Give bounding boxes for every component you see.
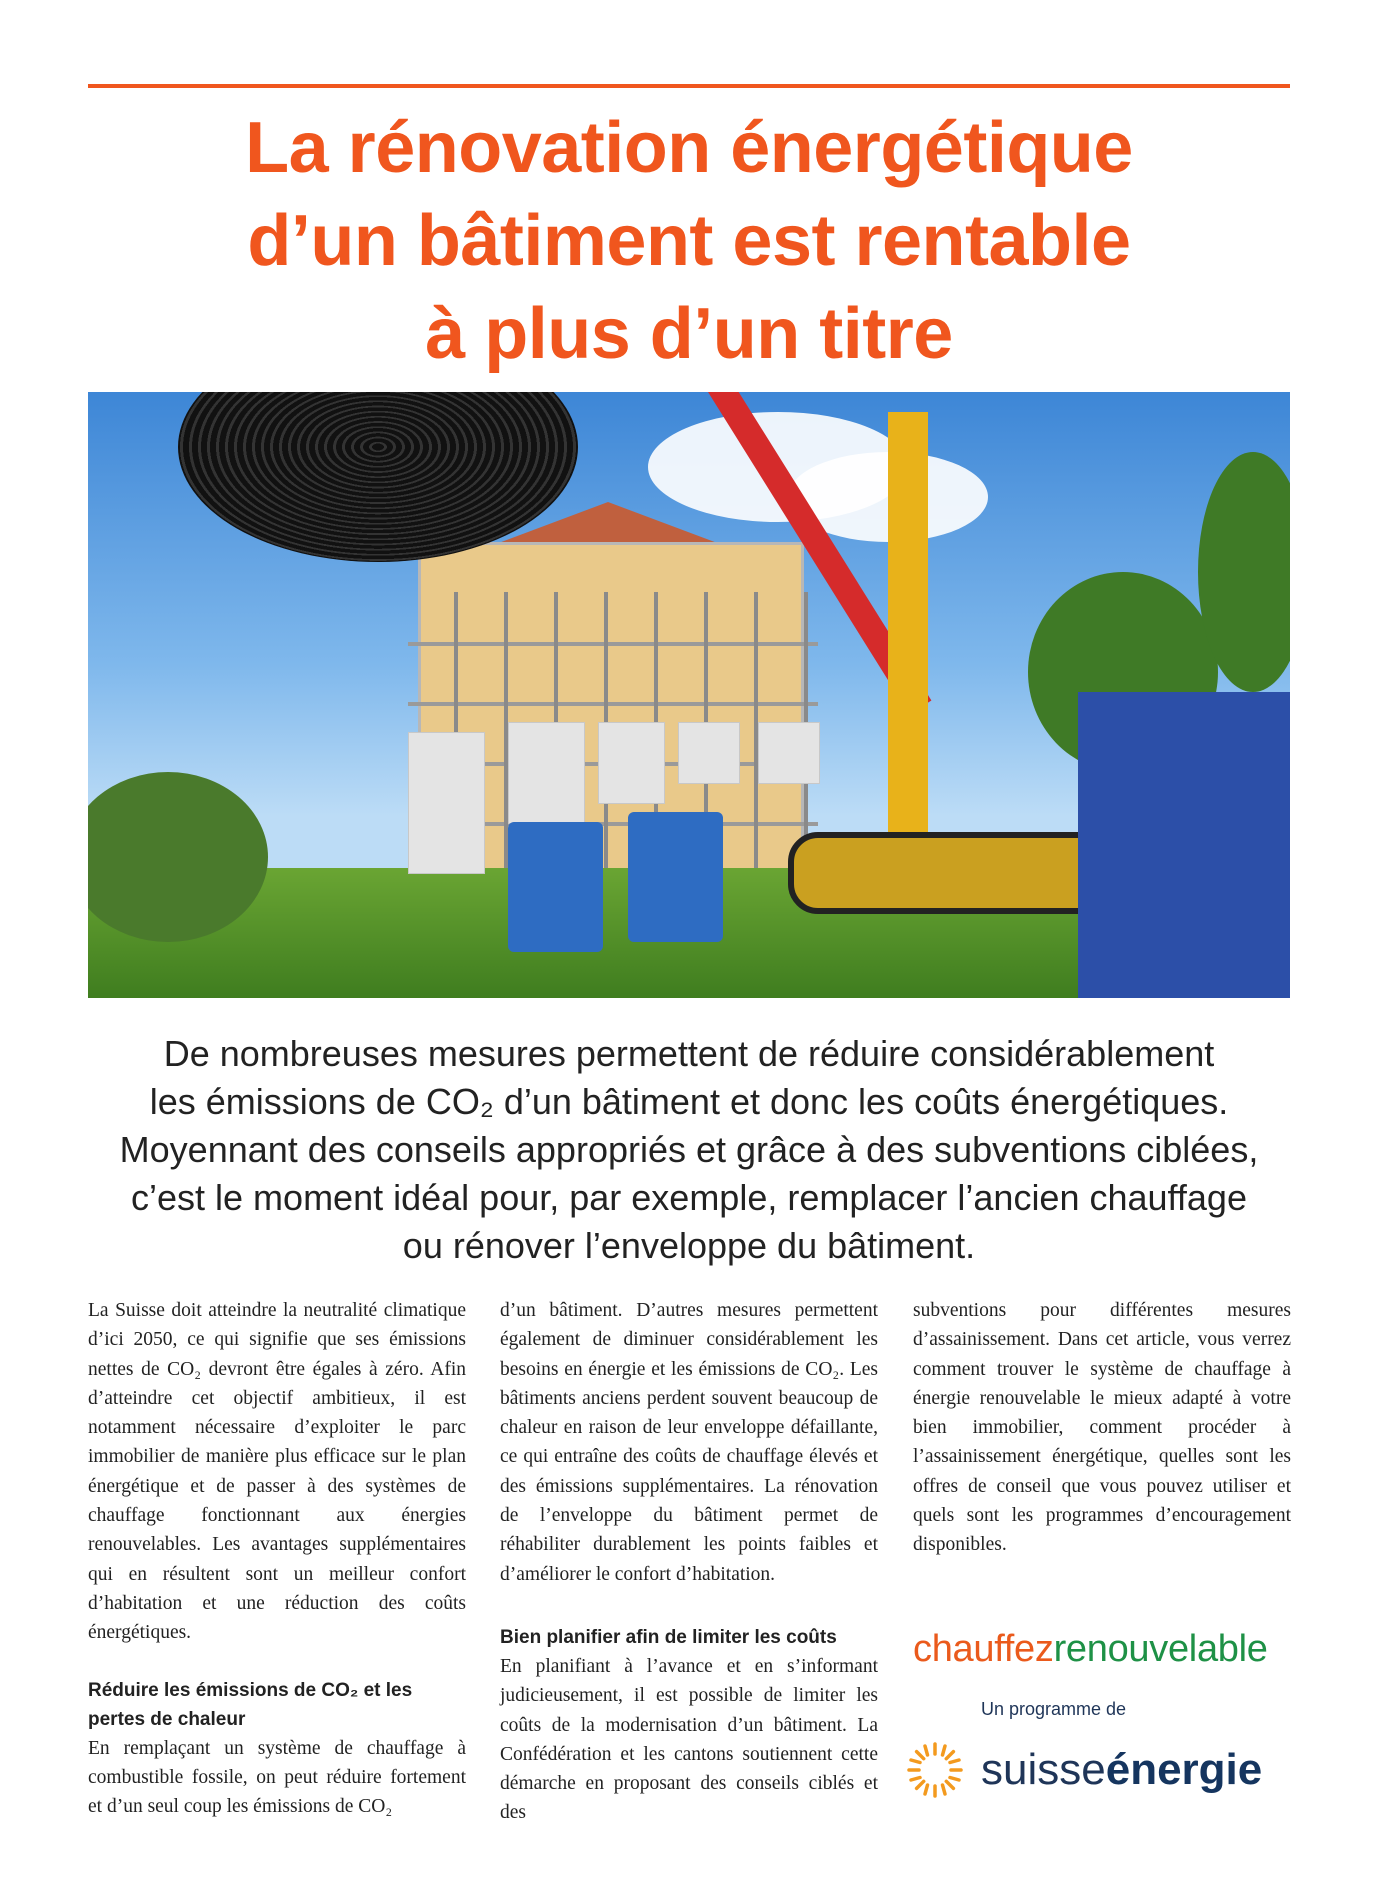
body-column-1 (88, 1296, 466, 1821)
lead-line: ou rénover l’enveloppe du bâtiment. (402, 1225, 976, 1266)
lead-line: les émissions de CO₂ d’un bâtiment et donc les coûts énergétiques. (149, 1081, 1229, 1122)
lead-line: Moyennant des conseils appropriés et grâce à des subventions ciblées, (119, 1129, 1259, 1170)
page-title (88, 102, 1290, 381)
body-paragraph: La Suisse doit atteindre la neutralité climatique d’ici 2050, ce qui signifie que ses émissions nettes de CO₂ devront être égales à zéro. Afin d’atteindre cet objectif ambitieux, il est notamment nécessaire d’exploiter le parc immobilier de manière plus efficace sur le plan énergétique et de passer à des systèmes de chauffage fonctionnant aux énergies renouvelables. Les avantages supplémentaires qui en résultent sont un meilleur confort d’habitation et une réduction des coûts énergétiques. (88, 1300, 466, 1644)
lead-line: c’est le moment idéal pour, par exemple, remplacer l’ancien chauffage (131, 1177, 1247, 1218)
body-column-2 (500, 1296, 878, 1828)
logo-part-renouvelable: renouvelable (1053, 1628, 1268, 1670)
body-column-3 (913, 1296, 1291, 1560)
body-paragraph: d’un bâtiment. D’autres mesures permettent également de diminuer considérablement les besoins en énergie et les émissions de CO₂. Les bâtiments anciens perdent souvent beaucoup de chaleur en raison de leur enveloppe défaillante, ce qui entraîne des coûts de chauffage élevés et des émissions supplémentaires. La rénovation de l’enveloppe du bâtiment permet de réhabiliter durablement les points faibles et d’améliorer le confort d’habitation. (500, 1300, 878, 1585)
section-heading: Réduire les émissions de CO₂ et les pertes de chaleur (88, 1679, 413, 1730)
body-paragraph: En remplaçant un système de chauffage à combustible fossile, on peut réduire fortement et d’un seul coup les émissions de CO₂ (88, 1737, 466, 1818)
chauffezrenouvelable-logo (913, 1628, 1268, 1671)
logo-part-suisse: suisse (981, 1745, 1106, 1794)
body-paragraph: subventions pour différentes mesures d’assainissement. Dans cet article, vous verrez comment trouver le système de chauffage à énergie renouvelable le mieux adapté à votre bien immobilier, comment procéder à l’assainissement énergétique, quelles sont les offres de conseil que vous pouvez utiliser et quels sont les programmes d’encouragement disponibles. (913, 1300, 1291, 1556)
sun-icon (905, 1740, 965, 1800)
construction-site-photo (88, 392, 1290, 998)
programme-label: Un programme de (981, 1699, 1127, 1719)
body-paragraph: En planifiant à l’avance et en s’informant judicieusement, il est possible de limiter les coûts de la modernisation d’un bâtiment. La Confédération et les cantons soutiennent cette démarche en proposant des conseils ciblés et des (500, 1655, 878, 1824)
lead-line: De nombreuses mesures permettent de réduire considérablement (163, 1033, 1215, 1074)
title-line: à plus d’un titre (425, 294, 953, 374)
section-heading: Bien planifier afin de limiter les coûts (500, 1626, 837, 1648)
title-line: La rénovation énergétique (245, 108, 1133, 188)
title-line: d’un bâtiment est rentable (247, 201, 1131, 281)
logo-part-chauffez: chauffez (913, 1628, 1054, 1670)
logo-part-energie: énergie (1105, 1745, 1263, 1794)
lead-paragraph (88, 1030, 1290, 1270)
top-rule (88, 84, 1290, 88)
